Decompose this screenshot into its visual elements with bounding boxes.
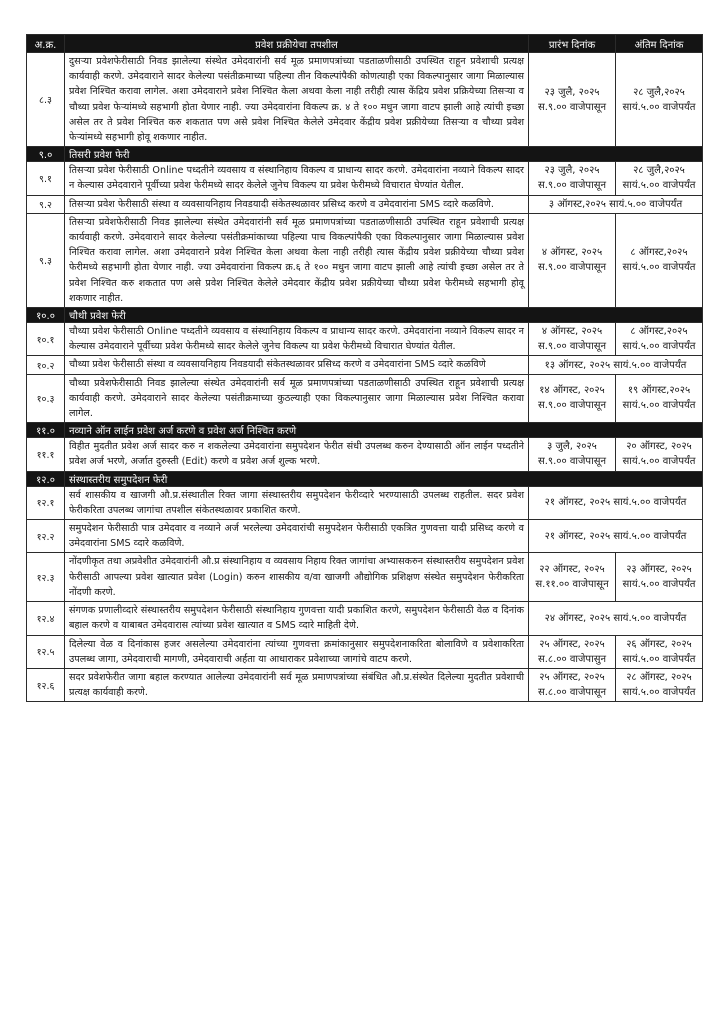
item-start-date: २५ ऑगस्ट, २०२५ स.८.०० वाजेपासुन <box>529 635 616 668</box>
section-row <box>27 423 703 438</box>
item-start-date: २३ जुलै, २०२५ स.९.०० वाजेपासून <box>529 53 616 147</box>
table-row <box>27 486 703 519</box>
section-number: १२.० <box>27 471 65 486</box>
item-description: दिलेल्या वेळ व दिनांकास हजर असलेल्या उमेदवारांना त्यांच्या गुणवत्ता क्रमांकानुसार समुपदेशनाकरिता बोलाविणे व प्रवेशाकरिता उपलब्ध जागा, उमेदवाराची मागणी, उमेदवाराची अर्हता या आधाराकर प्रवेशाच्या जागांचे वाटप करणे. <box>65 635 529 668</box>
col-header-description: प्रवेश प्रक्रीयेचा तपशील <box>65 35 529 53</box>
item-number: १२.१ <box>27 486 65 519</box>
section-number: ११.० <box>27 423 65 438</box>
item-description: तिसऱ्या प्रवेश फेरीसाठी Online पध्दतीने व्यवसाय व संस्थानिहाय विकल्प व प्राधान्य सादर करणे. उमेदवारांना नव्याने विकल्प सादर न केल्यास उमेदवाराने पूर्वीच्या प्रवेश फेरीमध्ये सादर केलेले जुनेच विकल्प या प्रवेश फेरीमध्ये विचारात घेण्यांत येतील. <box>65 162 529 195</box>
schedule-document <box>26 34 702 702</box>
item-deadline: २४ ऑगस्ट, २०२५ सायं.५.०० वाजेपर्यंत <box>529 602 703 635</box>
item-deadline: ३ ऑगस्ट,२०२५ सायं.५.०० वाजेपर्यंत <box>529 195 703 213</box>
item-number: १२.४ <box>27 602 65 635</box>
section-row <box>27 471 703 486</box>
item-description: संगणक प्रणालीव्दारे संस्थास्तरीय समुपदेशन फेरीसाठी संस्थानिहाय गुणवत्ता यादी प्रकाशित करणे, समुपदेशन फेरीसाठी वेळ व दिनांक बहाल करणे व याबाबत उमेदवारास त्यांच्या प्रवेश खात्यात व SMS व्दारे माहिती देणे. <box>65 602 529 635</box>
item-number: ११.१ <box>27 438 65 471</box>
col-header-number: अ.क्र. <box>27 35 65 53</box>
item-description: सदर प्रवेशफेरीत जागा बहाल करण्यात आलेल्या उमेदवारांनी सर्व मूळ प्रमाणपत्रांच्या संबंधित औ.प्र.संस्थेत दिलेल्या मुदतीत प्रवेशाची प्रत्यक्ष कार्यवाही करणे. <box>65 668 529 701</box>
item-number: १२.५ <box>27 635 65 668</box>
item-number: १२.३ <box>27 553 65 602</box>
item-end-date: २८ ऑगस्ट, २०२५ सायं.५.०० वाजेपर्यंत <box>616 668 703 701</box>
item-description: चौथ्या प्रवेश फेरीसाठी संस्था व व्यवसायनिहाय निवडयादी संकेतस्थळावर प्रसिध्द करणे व उमेदवारांना SMS व्दारे कळविणे <box>65 356 529 374</box>
table-row <box>27 668 703 701</box>
item-number: १२.२ <box>27 520 65 553</box>
item-number: १०.२ <box>27 356 65 374</box>
col-header-start-date: प्रारंभ दिनांक <box>529 35 616 53</box>
item-description: चौथ्या प्रवेश फेरीसाठी Online पध्दतीने व्यवसाय व संस्थानिहाय विकल्प व प्राधान्य सादर करणे. उमेदवारांना नव्याने विकल्प सादर न केल्यास उमेदवाराने पूर्वीच्या प्रवेश फेरीमध्ये सादर केलेले जुनेच विकल्प या प्रवेश फेरीमध्ये विचारात घेण्यांत येतील. <box>65 323 529 356</box>
item-description: दुसऱ्या प्रवेशफेरीसाठी निवड झालेल्या संस्थेत उमेदवारांनी सर्व मूळ प्रमाणपत्रांच्या पडताळणीसाठी उपस्थित राहून प्रवेशाची प्रत्यक्ष कार्यवाही करणे. उमेदवाराने सादर केलेल्या पसंतीक्रमाच्या पहिल्या तीन विकल्पांपैकी कोणत्याही एका विकल्पानुसार जागा मिळाल्यास प्रवेश निश्चित करावा लागेल. अशा उमेदवाराने प्रवेश निश्चित केला अथवा केला नाही तरीही त्यास केंद्रिय प्रवेश प्रक्रियेच्या तिसऱ्या व चौथ्या प्रवेश फेऱ्यांमध्ये सहभागी होता येणार नाही. ज्या उमेदवारांना विकल्प क्र. ४ ते १०० मधुन जागा वाटप झाली आहे त्यांची इच्छा असेल तर ते प्रवेश निश्चित करु शकतात पण असे प्रवेश निश्चित केलेले उमेदवार केंद्रीय प्रवेश प्रक्रीयेच्या तिसऱ्या व चौथ्या प्रवेश फेऱ्यांमध्ये सहभागी होवू शकणार नाहीत. <box>65 53 529 147</box>
table-row <box>27 374 703 423</box>
item-number: १०.३ <box>27 374 65 423</box>
item-start-date: १४ ऑगस्ट, २०२५ स.९.०० वाजेपासून <box>529 374 616 423</box>
table-row <box>27 356 703 374</box>
item-number: १०.१ <box>27 323 65 356</box>
table-row <box>27 323 703 356</box>
item-end-date: २० ऑगस्ट, २०२५ सायं.५.०० वाजेपर्यंत <box>616 438 703 471</box>
item-description: तिसऱ्या प्रवेशफेरीसाठी निवड झालेल्या संस्थेत उमेदवारांनी सर्व मूळ प्रमाणपत्रांच्या पडताळणीसाठी उपस्थित राहून प्रवेशाची प्रत्यक्ष कार्यवाही करणे. उमेदवाराने सादर केलेल्या पसंतीक्रमांकाच्या पहिल्या पाच विकल्पांपैकी एका विकल्पानुसार जागा मिळाल्यास प्रवेश निश्चित करावा लागेल. अशा उमेदवाराने प्रवेश निश्चित केला अथवा केला नाही तरीही त्यास केंद्रीय प्रवेश प्रक्रीयेच्या चौथ्या प्रवेश फेरीमध्ये सहभागी होता येणार नाही. ज्या उमेदवारांना विकल्प क्र.६ ते १०० मधुन जागा वाटप झाली आहे त्यांची इच्छा असेल तर ते प्रवेश निश्चित करु शकतात पण असे प्रवेश निश्चित केलेले उमेदवार केंद्रीय प्रवेश प्रक्रीयेच्या चौथ्या प्रवेश फेरीमध्ये सहभागी होवू शकणार नाहीत. <box>65 213 529 307</box>
table-row <box>27 53 703 147</box>
item-number: ९.१ <box>27 162 65 195</box>
table-row <box>27 553 703 602</box>
item-deadline: २१ ऑगस्ट, २०२५ सायं.५.०० वाजेपर्यंत <box>529 486 703 519</box>
item-description: विहीत मुदतीत प्रवेश अर्ज सादर करु न शकलेल्या उमेदवारांना समुपदेशन फेरीत संधी उपलब्ध करुन देण्यासाठी ऑन लाईन पध्दतीने प्रवेश अर्ज भरणे, अर्जात दुरुस्ती (Edit) करणे व प्रवेश अर्ज शुल्क भरणे. <box>65 438 529 471</box>
item-start-date: ४ ऑगस्ट, २०२५ स.९.०० वाजेपासून <box>529 323 616 356</box>
item-deadline: २१ ऑगस्ट, २०२५ सायं.५.०० वाजेपर्यंत <box>529 520 703 553</box>
table-row <box>27 520 703 553</box>
section-row <box>27 147 703 162</box>
item-description: चौथ्या प्रवेशफेरीसाठी निवड झालेल्या संस्थेत उमेदवारांनी सर्व मूळ प्रमाणपत्रांच्या पडताळणीसाठी उपस्थित राहून प्रवेशाची प्रत्यक्ष कार्यवाही करणे. उमेदवाराने सादर केलेल्या पसंतीक्रमाच्या कुठल्याही एका विकल्पानुसार जागा मिळाल्यास प्रवेश निश्चित करावा लागेल. <box>65 374 529 423</box>
table-row <box>27 195 703 213</box>
section-title: तिसरी प्रवेश फेरी <box>65 147 703 162</box>
item-start-date: २३ जुलै, २०२५ स.९.०० वाजेपासून <box>529 162 616 195</box>
item-end-date: २६ ऑगस्ट, २०२५ सायं.५.०० वाजेपर्यंत <box>616 635 703 668</box>
item-start-date: ३ जुलै, २०२५ स.९.०० वाजेपासून <box>529 438 616 471</box>
item-description: सर्व शासकीय व खाजगी औ.प्र.संस्थातील रिक्त जागा संस्थास्तरीय समुपदेशन फेरीव्दारे भरण्यासाठी उपलब्ध राहतील. सदर प्रवेश फेरीकरिता उपलब्ध जागांचा तपशील संकेतस्थळावर प्रकाशित करणे. <box>65 486 529 519</box>
item-end-date: २३ ऑगस्ट, २०२५ सायं.५.०० वाजेपर्यंत <box>616 553 703 602</box>
item-number: १२.६ <box>27 668 65 701</box>
item-number: ९.३ <box>27 213 65 307</box>
item-end-date: ८ ऑगस्ट,२०२५ सायं.५.०० वाजेपर्यंत <box>616 323 703 356</box>
table-row <box>27 635 703 668</box>
table-row <box>27 438 703 471</box>
item-number: ८.३ <box>27 53 65 147</box>
section-number: ९.० <box>27 147 65 162</box>
item-description: तिसऱ्या प्रवेश फेरीसाठी संस्था व व्यवसायनिहाय निवडयादी संकेतस्थळावर प्रसिध्द करणे व उमेदवारांना SMS व्दारे कळविणे. <box>65 195 529 213</box>
header-row <box>27 35 703 53</box>
item-description: समुपदेशन फेरीसाठी पात्र उमेदवार व नव्याने अर्ज भरलेल्या उमेदवारांची समुपदेशन फेरीसाठी एकत्रित गुणवत्ता यादी प्रसिध्द करणे व उमेदवारांना SMS व्दारे कळविणे. <box>65 520 529 553</box>
table-row <box>27 162 703 195</box>
item-start-date: २५ ऑगस्ट, २०२५ स.८.०० वाजेपासून <box>529 668 616 701</box>
item-start-date: ४ ऑगस्ट, २०२५ स.९.०० वाजेपासून <box>529 213 616 307</box>
section-title: संस्थास्तरीय समुपदेशन फेरी <box>65 471 703 486</box>
item-end-date: २८ जुलै,२०२५ सायं.५.०० वाजेपर्यंत <box>616 162 703 195</box>
section-row <box>27 308 703 323</box>
table-row <box>27 602 703 635</box>
item-end-date: १९ ऑगस्ट,२०२५ सायं.५.०० वाजेपर्यंत <box>616 374 703 423</box>
section-number: १०.० <box>27 308 65 323</box>
section-title: चौथी प्रवेश फेरी <box>65 308 703 323</box>
col-header-end-date: अंतिम दिनांक <box>616 35 703 53</box>
item-number: ९.२ <box>27 195 65 213</box>
item-deadline: १३ ऑगस्ट, २०२५ सायं.५.०० वाजेपर्यंत <box>529 356 703 374</box>
item-end-date: ८ ऑगस्ट,२०२५ सायं.५.०० वाजेपर्यंत <box>616 213 703 307</box>
item-end-date: २८ जुलै,२०२५ सायं.५.०० वाजेपर्यंत <box>616 53 703 147</box>
schedule-table <box>26 34 703 702</box>
item-start-date: २२ ऑगस्ट, २०२५ स.११.०० वाजेपासून <box>529 553 616 602</box>
section-title: नव्याने ऑन लाईन प्रवेश अर्ज करणे व प्रवेश अर्ज निश्चित करणे <box>65 423 703 438</box>
item-description: नोंदणीकृत तथा अप्रवेशीत उमेदवारांनी औ.प्र संस्थानिहाय व व्यवसाय निहाय रिक्त जागांचा अभ्यासकरुन संस्थास्तरीय समुपदेशन प्रवेश फेरीसाठी आपल्या प्रवेश खात्यात प्रवेश (Login) करुन शासकीय व/वा खाजगी औद्योगिक प्रशिक्षण संस्थेत समुपदेशन फेरीकरिता नोंदणी करणे. <box>65 553 529 602</box>
table-row <box>27 213 703 307</box>
